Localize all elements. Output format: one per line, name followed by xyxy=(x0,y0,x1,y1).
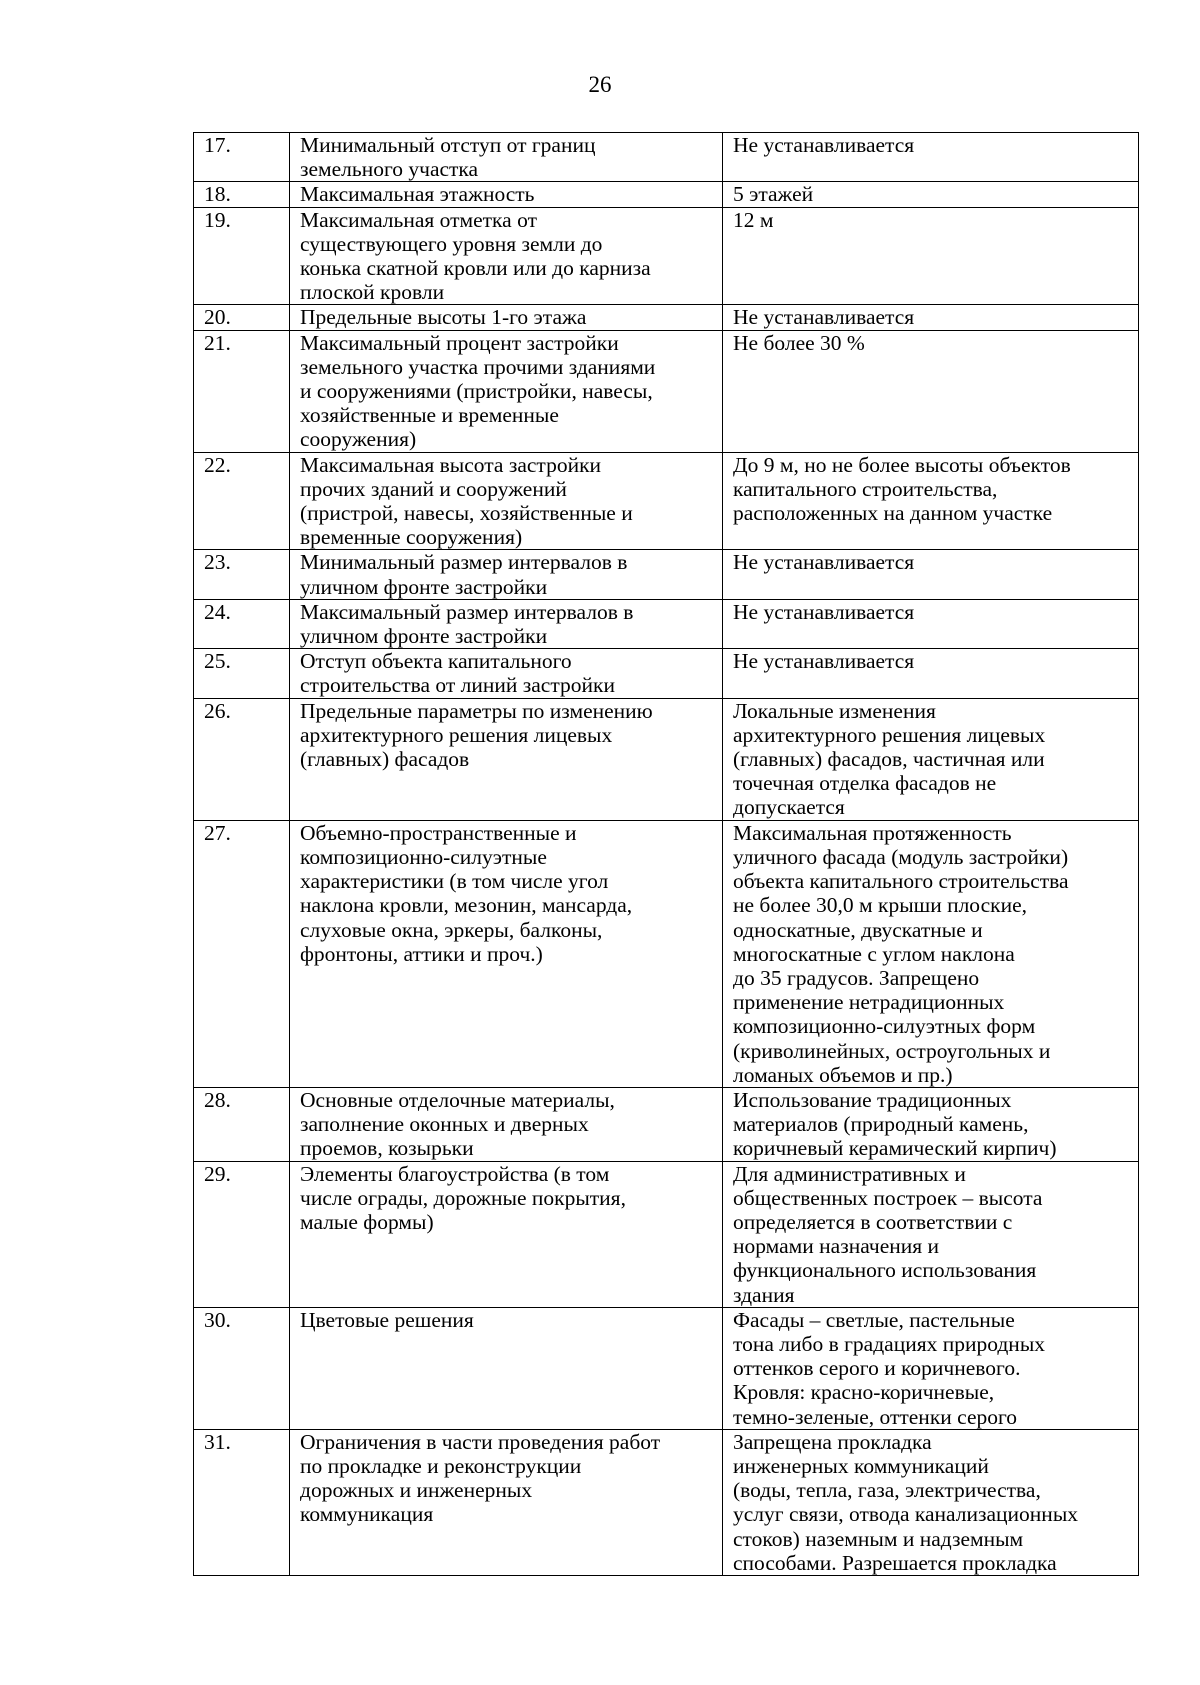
parameter-name: Минимальный размер интервалов в уличном фронте застройки xyxy=(290,550,723,599)
parameter-value: 5 этажей xyxy=(723,182,1139,207)
table-row xyxy=(194,133,1139,182)
parameter-value: Не устанавливается xyxy=(723,133,1139,182)
row-number: 20. xyxy=(194,305,290,330)
parameter-name: Ограничения в части проведения работ по прокладке и реконструкции дорожных и инженерных коммуникация xyxy=(290,1429,723,1575)
parameter-value: Не устанавливается xyxy=(723,550,1139,599)
table-row xyxy=(194,1087,1139,1161)
parameter-value: Не устанавливается xyxy=(723,649,1139,698)
parameter-value: 12 м xyxy=(723,207,1139,305)
table-row xyxy=(194,1429,1139,1575)
parameter-value: Не устанавливается xyxy=(723,305,1139,330)
parameter-name: Максимальная этажность xyxy=(290,182,723,207)
parameter-name: Предельные параметры по изменению архитектурного решения лицевых (главных) фасадов xyxy=(290,698,723,820)
row-number: 29. xyxy=(194,1161,290,1307)
page-number: 26 xyxy=(588,72,612,97)
parameter-value: Для административных и общественных построек – высота определяется в соответствии с нормами назначения и функционального использования здания xyxy=(723,1161,1139,1307)
parameter-name: Предельные высоты 1-го этажа xyxy=(290,305,723,330)
row-number: 22. xyxy=(194,452,290,550)
parameter-name: Цветовые решения xyxy=(290,1307,723,1429)
parameter-name: Отступ объекта капитального строительства от линий застройки xyxy=(290,649,723,698)
row-number: 18. xyxy=(194,182,290,207)
table-row xyxy=(194,1307,1139,1429)
parameter-name: Максимальный процент застройки земельного участка прочими зданиями и сооружениями (пристройки, навесы, хозяйственные и временные сооружения) xyxy=(290,330,723,452)
table-row xyxy=(194,330,1139,452)
table-row xyxy=(194,1161,1139,1307)
parameter-value: Использование традиционных материалов (природный камень, коричневый керамический кирпич) xyxy=(723,1087,1139,1161)
parameter-name: Максимальная отметка от существующего уровня земли до конька скатной кровли или до карниза плоской кровли xyxy=(290,207,723,305)
parameter-value: Фасады – светлые, пастельные тона либо в градациях природных оттенков серого и коричневого. Кровля: красно-коричневые, темно-зеленые, оттенки серого xyxy=(723,1307,1139,1429)
parameter-value: Не устанавливается xyxy=(723,599,1139,648)
row-number: 31. xyxy=(194,1429,290,1575)
row-number: 25. xyxy=(194,649,290,698)
table-row xyxy=(194,182,1139,207)
parameter-name: Основные отделочные материалы, заполнение оконных и дверных проемов, козырьки xyxy=(290,1087,723,1161)
parameter-name: Максимальная высота застройки прочих зданий и сооружений (пристрой, навесы, хозяйственные и временные сооружения) xyxy=(290,452,723,550)
table-row xyxy=(194,305,1139,330)
parameter-name: Максимальный размер интервалов в уличном фронте застройки xyxy=(290,599,723,648)
parameter-name: Объемно-пространственные и композиционно-силуэтные характеристики (в том числе угол наклона кровли, мезонин, мансарда, слуховые окна, эркеры, балконы, фронтоны, аттики и проч.) xyxy=(290,820,723,1087)
table-row xyxy=(194,452,1139,550)
row-number: 17. xyxy=(194,133,290,182)
table-row xyxy=(194,207,1139,305)
parameter-value: Локальные изменения архитектурного решения лицевых (главных) фасадов, частичная или точечная отделка фасадов не допускается xyxy=(723,698,1139,820)
parameter-value: Не более 30 % xyxy=(723,330,1139,452)
row-number: 28. xyxy=(194,1087,290,1161)
table-row xyxy=(194,649,1139,698)
row-number: 19. xyxy=(194,207,290,305)
row-number: 30. xyxy=(194,1307,290,1429)
row-number: 26. xyxy=(194,698,290,820)
parameters-table-body xyxy=(194,133,1139,1576)
parameter-name: Элементы благоустройства (в том числе ограды, дорожные покрытия, малые формы) xyxy=(290,1161,723,1307)
table-row xyxy=(194,698,1139,820)
table-row xyxy=(194,820,1139,1087)
parameter-value: Максимальная протяженность уличного фасада (модуль застройки) объекта капитального строительства не более 30,0 м крыши плоские, односкатные, двускатные и многоскатные с углом наклона до 35 градусов. Запрещено применение нетрадиционных композиционно-силуэтных форм (криволинейных, остроугольных и ломаных объемов и пр.) xyxy=(723,820,1139,1087)
row-number: 21. xyxy=(194,330,290,452)
row-number: 24. xyxy=(194,599,290,648)
parameter-value: Запрещена прокладка инженерных коммуникаций (воды, тепла, газа, электричества, услуг связи, отвода канализационных стоков) наземным и надземным способами. Разрешается прокладка xyxy=(723,1429,1139,1575)
parameters-table xyxy=(193,132,1139,1576)
row-number: 23. xyxy=(194,550,290,599)
parameter-name: Минимальный отступ от границ земельного участка xyxy=(290,133,723,182)
parameter-value: До 9 м, но не более высоты объектов капитального строительства, расположенных на данном участке xyxy=(723,452,1139,550)
row-number: 27. xyxy=(194,820,290,1087)
table-row xyxy=(194,550,1139,599)
table-row xyxy=(194,599,1139,648)
